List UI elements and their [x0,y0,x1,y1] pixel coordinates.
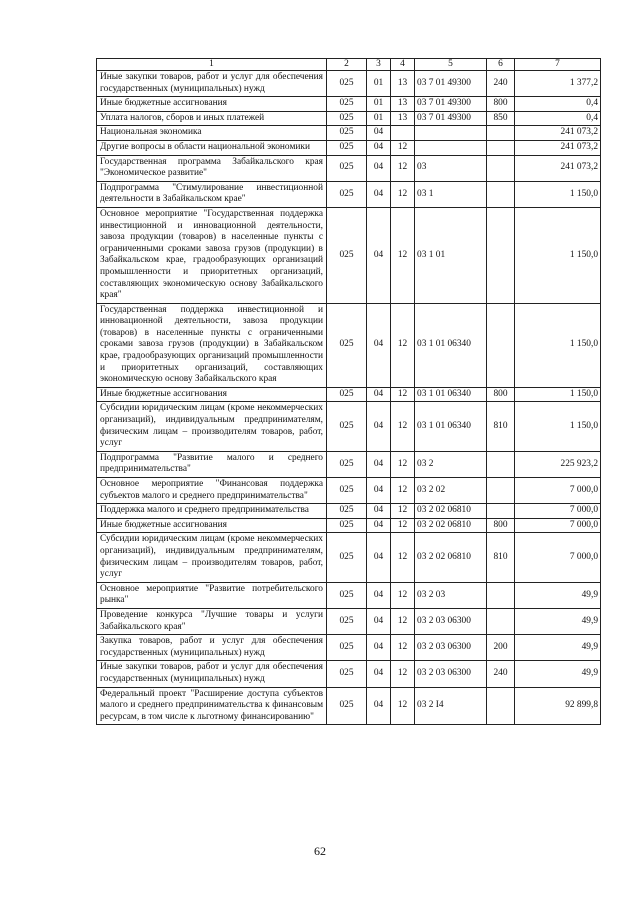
item-name-cell: Проведение конкурса "Лучшие товары и услуги Забайкальского края" [97,608,327,634]
section-code-cell: 04 [367,181,391,207]
target-article-code-cell: 03 2 I4 [415,687,487,725]
section-code-cell: 04 [367,478,391,504]
table-row [97,608,601,634]
amount-cell: 225 923,2 [515,451,601,477]
item-name-cell: Уплата налогов, сборов и иных платежей [97,111,327,126]
table-row [97,140,601,155]
table-row [97,687,601,725]
subsection-code-cell: 13 [391,97,415,112]
target-article-code-cell: 03 2 03 06300 [415,608,487,634]
section-code-cell: 04 [367,582,391,608]
table-row [97,504,601,519]
table-header-row [97,59,601,71]
table-row [97,478,601,504]
item-name-cell: Государственная программа Забайкальского края "Экономическое развитие" [97,155,327,181]
target-article-code-cell: 03 2 02 06810 [415,518,487,533]
section-code-cell: 04 [367,687,391,725]
amount-cell: 49,9 [515,582,601,608]
target-article-code-cell: 03 2 [415,451,487,477]
subsection-code-cell [391,126,415,141]
amount-cell: 7 000,0 [515,478,601,504]
target-article-code-cell: 03 2 03 06300 [415,635,487,661]
ministry-code-cell: 025 [327,140,367,155]
amount-cell: 241 073,2 [515,155,601,181]
ministry-code-cell: 025 [327,478,367,504]
section-code-cell: 04 [367,140,391,155]
item-name-cell: Подпрограмма "Развитие малого и среднего предпринимательства" [97,451,327,477]
subsection-code-cell: 12 [391,608,415,634]
ministry-code-cell: 025 [327,71,367,97]
table-row [97,661,601,687]
amount-cell: 241 073,2 [515,140,601,155]
section-code-cell: 04 [367,635,391,661]
header-cell-4: 4 [391,59,415,71]
item-name-cell: Основное мероприятие "Финансовая поддержка субъектов малого и среднего предпринимательства" [97,478,327,504]
ministry-code-cell: 025 [327,533,367,582]
subsection-code-cell: 12 [391,533,415,582]
target-article-code-cell: 03 [415,155,487,181]
subsection-code-cell: 12 [391,207,415,303]
header-cell-1: 1 [97,59,327,71]
ministry-code-cell: 025 [327,126,367,141]
ministry-code-cell: 025 [327,687,367,725]
table-row [97,71,601,97]
item-name-cell: Другие вопросы в области национальной экономики [97,140,327,155]
expense-type-code-cell [487,451,515,477]
table-row [97,155,601,181]
subsection-code-cell: 12 [391,661,415,687]
subsection-code-cell: 12 [391,478,415,504]
table-row [97,582,601,608]
table-row [97,387,601,402]
ministry-code-cell: 025 [327,303,367,387]
table-row [97,207,601,303]
subsection-code-cell: 13 [391,111,415,126]
amount-cell: 241 073,2 [515,126,601,141]
ministry-code-cell: 025 [327,504,367,519]
item-name-cell: Федеральный проект "Расширение доступа субъектов малого и среднего предпринимательства к финансовым ресурсам, в том числе к льготному финансированию" [97,687,327,725]
subsection-code-cell: 12 [391,687,415,725]
header-cell-6: 6 [487,59,515,71]
target-article-code-cell: 03 1 01 06340 [415,303,487,387]
ministry-code-cell: 025 [327,661,367,687]
expense-type-code-cell: 810 [487,533,515,582]
target-article-code-cell: 03 1 01 06340 [415,402,487,451]
table-row [97,635,601,661]
ministry-code-cell: 025 [327,635,367,661]
expense-type-code-cell [487,478,515,504]
document-page [96,58,600,725]
subsection-code-cell: 13 [391,71,415,97]
ministry-code-cell: 025 [327,181,367,207]
section-code-cell: 04 [367,451,391,477]
target-article-code-cell [415,140,487,155]
amount-cell: 92 899,8 [515,687,601,725]
amount-cell: 1 150,0 [515,181,601,207]
expense-type-code-cell: 800 [487,97,515,112]
table-row [97,451,601,477]
subsection-code-cell: 12 [391,635,415,661]
target-article-code-cell: 03 2 03 06300 [415,661,487,687]
item-name-cell: Иные бюджетные ассигнования [97,518,327,533]
section-code-cell: 04 [367,661,391,687]
section-code-cell: 04 [367,303,391,387]
expense-type-code-cell [487,303,515,387]
section-code-cell: 04 [367,504,391,519]
budget-table [96,58,601,725]
expense-type-code-cell: 800 [487,387,515,402]
target-article-code-cell: 03 7 01 49300 [415,97,487,112]
expense-type-code-cell [487,687,515,725]
ministry-code-cell: 025 [327,387,367,402]
target-article-code-cell: 03 1 [415,181,487,207]
expense-type-code-cell: 850 [487,111,515,126]
subsection-code-cell: 12 [391,387,415,402]
section-code-cell: 04 [367,126,391,141]
table-row [97,303,601,387]
target-article-code-cell: 03 7 01 49300 [415,111,487,126]
amount-cell: 1 150,0 [515,207,601,303]
ministry-code-cell: 025 [327,582,367,608]
target-article-code-cell: 03 2 02 [415,478,487,504]
ministry-code-cell: 025 [327,451,367,477]
table-row [97,126,601,141]
item-name-cell: Иные закупки товаров, работ и услуг для обеспечения государственных (муниципальных) нужд [97,661,327,687]
item-name-cell: Подпрограмма "Стимулирование инвестиционной деятельности в Забайкальском крае" [97,181,327,207]
section-code-cell: 04 [367,402,391,451]
ministry-code-cell: 025 [327,155,367,181]
item-name-cell: Закупка товаров, работ и услуг для обеспечения государственных (муниципальных) нужд [97,635,327,661]
expense-type-code-cell [487,608,515,634]
section-code-cell: 01 [367,97,391,112]
subsection-code-cell: 12 [391,518,415,533]
amount-cell: 49,9 [515,661,601,687]
subsection-code-cell: 12 [391,303,415,387]
expense-type-code-cell [487,504,515,519]
section-code-cell: 04 [367,387,391,402]
expense-type-code-cell [487,582,515,608]
subsection-code-cell: 12 [391,504,415,519]
section-code-cell: 04 [367,518,391,533]
section-code-cell: 04 [367,533,391,582]
amount-cell: 0,4 [515,111,601,126]
expense-type-code-cell: 800 [487,518,515,533]
header-cell-5: 5 [415,59,487,71]
expense-type-code-cell [487,126,515,141]
header-cell-2: 2 [327,59,367,71]
subsection-code-cell: 12 [391,402,415,451]
expense-type-code-cell [487,207,515,303]
target-article-code-cell: 03 2 02 06810 [415,533,487,582]
expense-type-code-cell [487,181,515,207]
expense-type-code-cell [487,155,515,181]
item-name-cell: Государственная поддержка инвестиционной и инновационной деятельности, завоза продукции (товаров) в населенные пункты с ограниченными сроками завоза грузов (продукции) в Забайкальском крае, градообразующих организаций промышленности и приоритетных организаций, составляющих экономическую основу Забайкальского края [97,303,327,387]
expense-type-code-cell: 240 [487,71,515,97]
section-code-cell: 01 [367,71,391,97]
target-article-code-cell [415,126,487,141]
target-article-code-cell: 03 1 01 06340 [415,387,487,402]
expense-type-code-cell: 200 [487,635,515,661]
table-row [97,181,601,207]
section-code-cell: 01 [367,111,391,126]
header-cell-3: 3 [367,59,391,71]
subsection-code-cell: 12 [391,582,415,608]
item-name-cell: Субсидии юридическим лицам (кроме некоммерческих организаций), индивидуальным предпринимателям, физическим лицам – производителям товаров, работ, услуг [97,402,327,451]
ministry-code-cell: 025 [327,97,367,112]
ministry-code-cell: 025 [327,608,367,634]
section-code-cell: 04 [367,155,391,181]
subsection-code-cell: 12 [391,181,415,207]
amount-cell: 1 377,2 [515,71,601,97]
ministry-code-cell: 025 [327,111,367,126]
item-name-cell: Основное мероприятие "Государственная поддержка инвестиционной и инновационной деятельности, завоза продукции (товаров) в населенные пункты с ограниченными сроками завоза грузов (продукции) в Забайкальском крае, градообразующих организаций промышленности и приоритетных организаций, составляющих экономическую основу Забайкальского края" [97,207,327,303]
page-number: 62 [314,844,326,858]
amount-cell: 49,9 [515,608,601,634]
item-name-cell: Иные бюджетные ассигнования [97,387,327,402]
table-row [97,518,601,533]
item-name-cell: Поддержка малого и среднего предпринимательства [97,504,327,519]
expense-type-code-cell: 810 [487,402,515,451]
ministry-code-cell: 025 [327,518,367,533]
amount-cell: 49,9 [515,635,601,661]
amount-cell: 7 000,0 [515,504,601,519]
subsection-code-cell: 12 [391,140,415,155]
item-name-cell: Иные закупки товаров, работ и услуг для обеспечения государственных (муниципальных) нужд [97,71,327,97]
expense-type-code-cell: 240 [487,661,515,687]
item-name-cell: Субсидии юридическим лицам (кроме некоммерческих организаций), индивидуальным предпринимателям, физическим лицам – производителям товаров, работ, услуг [97,533,327,582]
target-article-code-cell: 03 2 02 06810 [415,504,487,519]
subsection-code-cell: 12 [391,155,415,181]
amount-cell: 7 000,0 [515,533,601,582]
expense-type-code-cell [487,140,515,155]
header-cell-7: 7 [515,59,601,71]
target-article-code-cell: 03 1 01 [415,207,487,303]
table-row [97,533,601,582]
item-name-cell: Национальная экономика [97,126,327,141]
table-row [97,111,601,126]
item-name-cell: Иные бюджетные ассигнования [97,97,327,112]
ministry-code-cell: 025 [327,207,367,303]
section-code-cell: 04 [367,207,391,303]
amount-cell: 1 150,0 [515,303,601,387]
amount-cell: 7 000,0 [515,518,601,533]
target-article-code-cell: 03 7 01 49300 [415,71,487,97]
section-code-cell: 04 [367,608,391,634]
subsection-code-cell: 12 [391,451,415,477]
amount-cell: 0,4 [515,97,601,112]
table-row [97,402,601,451]
target-article-code-cell: 03 2 03 [415,582,487,608]
item-name-cell: Основное мероприятие "Развитие потребительского рынка" [97,582,327,608]
amount-cell: 1 150,0 [515,387,601,402]
ministry-code-cell: 025 [327,402,367,451]
table-row [97,97,601,112]
amount-cell: 1 150,0 [515,402,601,451]
